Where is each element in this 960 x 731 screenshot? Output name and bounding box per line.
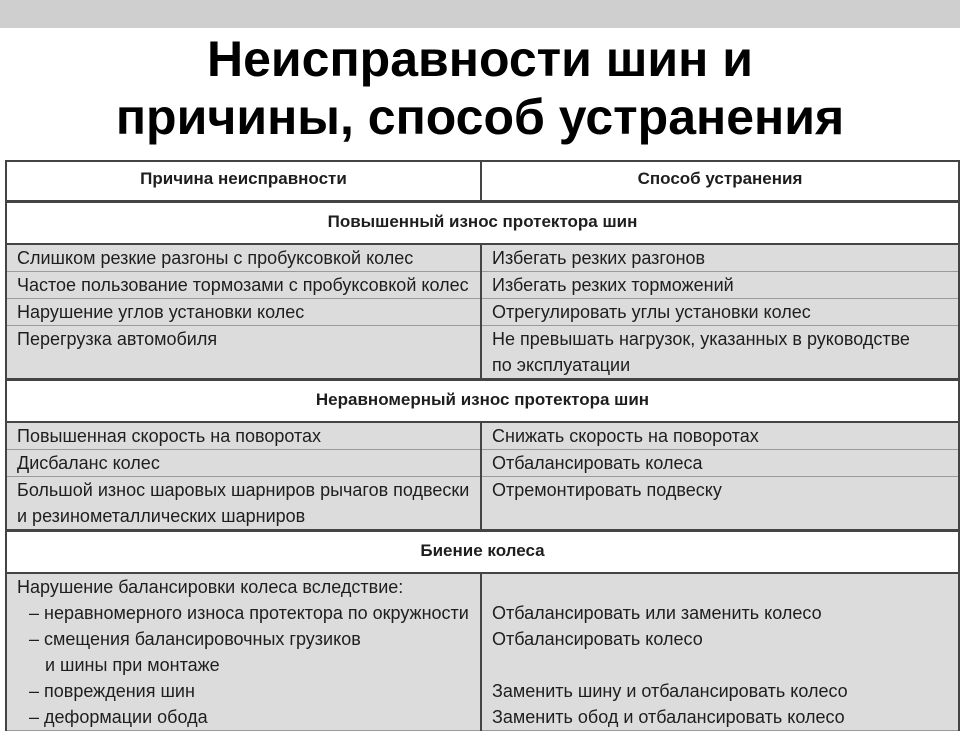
cause-cell <box>6 299 481 326</box>
cause-cell <box>6 244 481 272</box>
table-row <box>6 299 959 326</box>
remedy-cell <box>481 573 959 731</box>
cause-text: – повреждения шин <box>29 681 195 701</box>
remedy-text: Не превышать нагрузок, указанных в руководстве <box>492 329 910 349</box>
cause-cell <box>6 573 481 731</box>
table-row <box>6 244 959 272</box>
section-title: Биение колеса <box>6 531 959 574</box>
table-row <box>6 422 959 450</box>
title-line-1: Неисправности шин и <box>207 31 753 87</box>
cause-text: Перегрузка автомобиля <box>17 329 218 349</box>
header-row <box>6 161 959 202</box>
title-line-2: причины, способ устранения <box>115 89 845 145</box>
remedy-text: Снижать скорость на поворотах <box>492 426 759 446</box>
cause-text: Нарушение углов установки колес <box>17 302 305 322</box>
remedy-text: Отбалансировать колесо <box>492 629 703 649</box>
remedy-text: Избегать резких торможений <box>492 275 734 295</box>
cause-cell <box>6 422 481 450</box>
header-remedy: Способ устранения <box>481 161 959 202</box>
cause-cell <box>6 326 481 380</box>
table-row <box>6 326 959 380</box>
faults-table <box>5 160 960 731</box>
slide-title <box>0 30 960 146</box>
section-row <box>6 202 959 245</box>
cause-text: и шины при монтаже <box>45 655 220 675</box>
remedy-text: Отбалансировать колеса <box>492 453 703 473</box>
cause-text: и резинометаллических шарниров <box>17 506 306 526</box>
cause-cell <box>6 477 481 531</box>
table-row <box>6 477 959 531</box>
remedy-cell <box>481 272 959 299</box>
cause-text: Большой износ шаровых шарниров рычагов подвески <box>17 480 470 500</box>
cause-cell <box>6 450 481 477</box>
cause-cell <box>6 272 481 299</box>
table-row <box>6 272 959 299</box>
cause-text: – смещения балансировочных грузиков <box>29 629 361 649</box>
section-row <box>6 531 959 574</box>
remedy-text: по эксплуатации <box>492 355 631 375</box>
remedy-cell <box>481 244 959 272</box>
cause-text: Нарушение балансировки колеса вследствие: <box>17 577 404 597</box>
remedy-text: Избегать резких разгонов <box>492 248 706 268</box>
header-cause: Причина неисправности <box>6 161 481 202</box>
cause-text: – неравномерного износа протектора по окружности <box>29 603 469 623</box>
cause-text: Повышенная скорость на поворотах <box>17 426 322 446</box>
top-strip <box>0 0 960 28</box>
section-row <box>6 380 959 423</box>
section-title: Повышенный износ протектора шин <box>6 202 959 245</box>
remedy-cell <box>481 450 959 477</box>
cause-text: – деформации обода <box>29 707 208 727</box>
section-title: Неравномерный износ протектора шин <box>6 380 959 423</box>
remedy-cell <box>481 477 959 531</box>
remedy-cell <box>481 422 959 450</box>
table-row <box>6 573 959 731</box>
remedy-text: Заменить шину и отбалансировать колесо <box>492 681 848 701</box>
remedy-text: Отбалансировать или заменить колесо <box>492 603 822 623</box>
cause-text: Дисбаланс колес <box>17 453 160 473</box>
remedy-cell <box>481 326 959 380</box>
cause-text: Слишком резкие разгоны с пробуксовкой колес <box>17 248 414 268</box>
remedy-spacer <box>492 652 958 678</box>
table-row <box>6 450 959 477</box>
remedy-text: Заменить обод и отбалансировать колесо <box>492 707 845 727</box>
remedy-text: Отрегулировать углы установки колес <box>492 302 811 322</box>
remedy-text: Отремонтировать подвеску <box>492 480 722 500</box>
cause-text: Частое пользование тормозами с пробуксовкой колес <box>17 275 469 295</box>
remedy-spacer <box>492 574 958 600</box>
remedy-cell <box>481 299 959 326</box>
